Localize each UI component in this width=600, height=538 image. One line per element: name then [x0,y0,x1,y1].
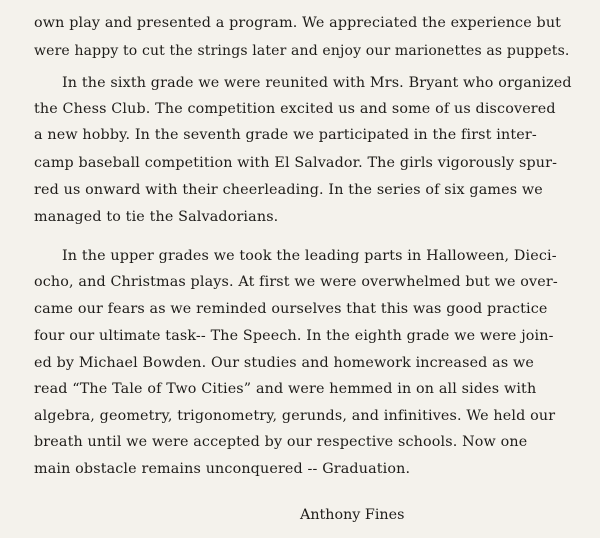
text-line: were happy to cut the strings later and enjoy our marionettes as puppets. [34,43,570,59]
text-line: own play and presented a program. We appreciated the experience but [34,15,562,31]
text-line: read “The Tale of Two Cities” and were hemmed in on all sides with [34,381,537,397]
text-line: ed by Michael Bowden. Our studies and homework increased as we [34,355,535,371]
text-line: the Chess Club. The competition excited us and some of us discovered [34,101,556,117]
text-line: a new hobby. In the seventh grade we participated in the first inter- [34,127,537,143]
text-line: main obstacle remains unconquered -- Graduation. [34,461,411,477]
text-line: camp baseball competition with El Salvador. The girls vigorously spur- [34,155,558,171]
text-line: red us onward with their cheerleading. In the series of six games we [34,182,543,198]
text-line: In the upper grades we took the leading parts in Halloween, Dieci- [62,248,557,264]
text-line: four our ultimate task-- The Speech. In the eighth grade we were join- [34,328,554,344]
text-line: managed to tie the Salvadorians. [34,209,279,225]
signature: Anthony Fines [300,507,405,523]
text-line: came our fears as we reminded ourselves that this was good practice [34,301,548,317]
text-line: algebra, geometry, trigonometry, gerunds, and infinitives. We held our [34,408,556,424]
text-line: breath until we were accepted by our respective schools. Now one [34,434,528,450]
text-line: ocho, and Christmas plays. At first we were overwhelmed but we over- [34,274,558,290]
text-line: In the sixth grade we were reunited with Mrs. Bryant who organized [62,75,572,91]
